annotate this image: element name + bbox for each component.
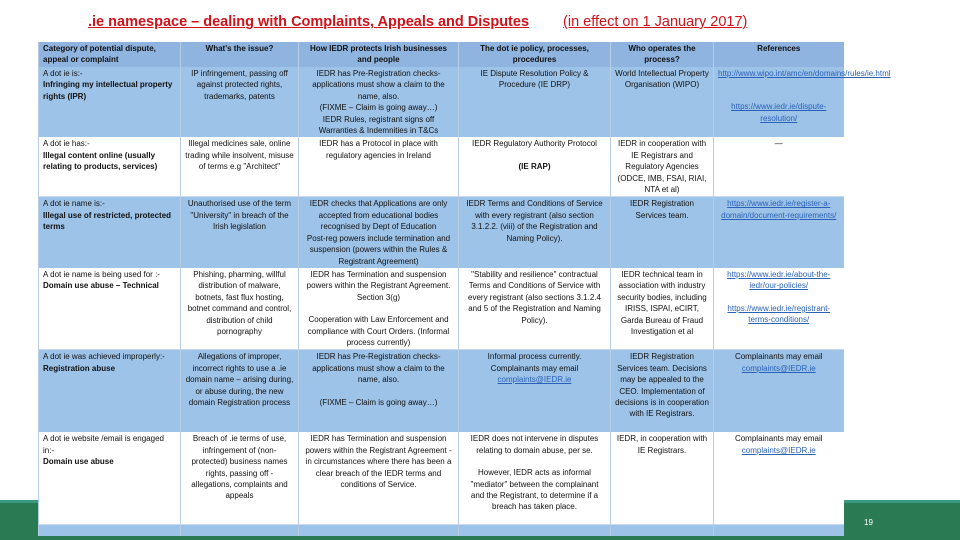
cell-category xyxy=(39,350,181,433)
category-title: Domain use abuse xyxy=(43,457,114,467)
cell-protection xyxy=(299,197,459,268)
cell-text: Cooperation with Law Enforcement and compliance with Court Orders. (Informal process currently) xyxy=(307,315,450,347)
table-row xyxy=(39,67,844,137)
cell-text: Phishing, pharming, willful distribution of malware, botnets, fast flux hosting, botnet command and control, distribution of child pornography xyxy=(187,269,292,336)
cell-policy xyxy=(459,197,611,268)
cell-text: Unauthorised use of the term "University" in breach of the Irish legislation xyxy=(187,199,292,232)
cell-category xyxy=(39,67,181,137)
cell-text: IEDR Terms and Conditions of Service with every registrant (also section 3.1.2.2. (viii) of the Registration and Naming Policy). xyxy=(466,199,603,243)
cell-references xyxy=(714,197,844,268)
cell-text: IEDR has Pre-Registration checks- applications must show a claim to the name, also. xyxy=(312,352,445,385)
table-row xyxy=(39,432,844,525)
cell-text: IEDR Registration Services team. xyxy=(629,199,695,220)
category-title: Illegal use of restricted, protected terms xyxy=(43,210,172,232)
spacer xyxy=(463,456,606,467)
category-title: Infringing my intellectual property rights (IPR) xyxy=(43,80,173,101)
cell-operator xyxy=(611,432,714,525)
slide-title xyxy=(88,14,747,30)
column-header-category: Category of potential dispute, appeal or complaint xyxy=(39,42,181,67)
cell-text: A dot ie name is:- xyxy=(43,199,105,209)
spacer xyxy=(718,79,840,90)
category-title: (IE RAP) xyxy=(518,161,551,171)
cell-operator xyxy=(611,67,714,137)
cell-operator xyxy=(611,197,714,268)
cell-text: A dot ie is:- xyxy=(43,69,83,78)
cell-text: However, IEDR acts as informal "mediator" between the complainant and the Registrant, to determine if a breach has taken place. xyxy=(470,468,599,512)
page-number: 19 xyxy=(864,518,873,527)
cell-category xyxy=(39,432,181,525)
cell-text: IEDR Rules, registrant signs off Warranties & Indemnities in T&Cs xyxy=(318,114,439,136)
cell-protection xyxy=(299,268,459,350)
reference-link[interactable]: complaints@IEDR.ie xyxy=(497,375,572,385)
cell-policy xyxy=(459,137,611,197)
table-empty-row xyxy=(39,525,844,537)
cell-protection xyxy=(299,137,459,197)
cell-operator xyxy=(611,350,714,433)
cell-text: IEDR checks that Applications are only accepted from educational bodies recognised by Dept of Education xyxy=(309,199,448,232)
column-header-policy: The dot ie policy, processes, procedures xyxy=(459,42,611,67)
cell-text: IP infringement, passing off against protected rights, trademarks, patents xyxy=(191,69,288,101)
cell-text: IEDR has a Protocol in place with regulatory agencies in Ireland xyxy=(319,139,438,160)
spacer xyxy=(303,386,454,397)
cell-operator xyxy=(611,137,714,197)
spacer xyxy=(718,90,840,101)
cell-issue xyxy=(181,197,299,268)
cell-category xyxy=(39,268,181,350)
column-header-references: References xyxy=(714,42,844,67)
table-row xyxy=(39,350,844,433)
cell-text: IEDR does not intervene in disputes relating to domain abuse, per se. xyxy=(470,434,599,455)
cell-text: IEDR has Termination and suspension powers within the Registrant Agreement - in circumstances where there has been a clear breach of the IEDR terms and conditions of Service. xyxy=(305,434,452,489)
cell-text: A dot ie was achieved improperly:- xyxy=(43,352,165,362)
cell-text: — xyxy=(774,139,783,149)
cell-text: A dot ie website /email is engaged in:- xyxy=(43,434,164,455)
cell-issue xyxy=(181,432,299,525)
cell-text: IEDR, in cooperation with IE Registrars. xyxy=(616,434,708,455)
cell-text: A dot ie has:- xyxy=(43,139,90,149)
reference-link[interactable]: https://www.iedr.ie/registrant-terms-conditions/ xyxy=(727,303,831,325)
cell-references xyxy=(714,137,844,197)
cell-text: World Intellectual Property Organisation (WIPO) xyxy=(615,69,709,90)
cell-text: IEDR in cooperation with IE Registrars and Regulatory Agencies (ODCE, IMB, FSAI, RIAI, NTA et al) xyxy=(617,139,707,195)
cell-text: Post-reg powers include termination and suspension (powers within the Rules & Registrant Agreement) xyxy=(306,233,451,266)
table-row xyxy=(39,268,844,350)
cell-issue xyxy=(181,137,299,197)
cell-protection xyxy=(299,67,459,137)
cell-text: IEDR Registration Services team. Decisions may be appealed to the CEO. Implementation of decisions is in cooperation with IE Registrars. xyxy=(615,352,709,419)
cell-references xyxy=(714,67,891,137)
title-main: .ie namespace – dealing with Complaints, Appeals and Disputes xyxy=(88,14,530,30)
spacer xyxy=(718,292,840,303)
cell-text: IEDR Regulatory Authority Protocol xyxy=(472,139,597,149)
cell-text: Complainants may email xyxy=(734,352,823,362)
cell-category xyxy=(39,137,181,197)
title-effective-date: (in effect on 1 January 2017) xyxy=(563,14,748,30)
column-header-issue: What's the issue? xyxy=(181,42,299,67)
cell-references xyxy=(714,350,844,433)
cell-text: IE Dispute Resolution Policy & Procedure (IE DRP) xyxy=(480,69,589,90)
cell-policy xyxy=(459,268,611,350)
reference-link[interactable]: http://www.wipo.int/amc/en/domains/rules/ie.html xyxy=(718,69,891,78)
category-title: Domain use abuse – Technical xyxy=(43,281,159,291)
cell-text: (FIXME – Claim is going away…) xyxy=(319,103,438,113)
reference-link[interactable]: https://www.iedr.ie/register-a-domain/document-requirements/ xyxy=(721,199,837,220)
category-title: Illegal content online (usually relating to products, services) xyxy=(43,150,158,172)
cell-category xyxy=(39,197,181,268)
cell-text: IEDR has Pre-Registration checks- applications must show a claim to the name, also. xyxy=(312,69,445,101)
spacer xyxy=(463,150,606,161)
cell-protection xyxy=(299,350,459,433)
reference-link[interactable]: complaints@IEDR.ie xyxy=(741,445,816,455)
category-title: Registration abuse xyxy=(43,363,116,373)
cell-text: (FIXME – Claim is going away…) xyxy=(319,397,438,407)
cell-protection xyxy=(299,432,459,525)
cell-policy xyxy=(459,67,611,137)
cell-text: Illegal medicines sale, online trading while insolvent, misuse of terms e.g "Architect" xyxy=(185,139,294,172)
column-header-protection: How IEDR protects Irish businesses and people xyxy=(299,42,459,67)
table-row xyxy=(39,137,844,197)
table-header-row xyxy=(39,42,844,67)
cell-issue xyxy=(181,268,299,350)
cell-text: IEDR technical team in association with industry security bodies, including IRISS, ISPAI, eCIRT, Garda Bureau of Fraud Investigation et al xyxy=(617,269,707,336)
cell-text: Complainants may email xyxy=(734,434,823,444)
reference-link[interactable]: https://www.iedr.ie/dispute-resolution/ xyxy=(731,102,827,123)
cell-issue xyxy=(181,350,299,433)
cell-text: Allegations of improper, incorrect rights to use a .ie domain name – arising during, or abuse during, the new domain Registration process xyxy=(185,352,294,407)
column-header-operator: Who operates the process? xyxy=(611,42,714,67)
cell-policy xyxy=(459,432,611,525)
table-row xyxy=(39,197,844,268)
cell-text: A dot ie name is being used for :- xyxy=(43,269,160,279)
spacer xyxy=(303,303,454,314)
cell-text: IEDR has Termination and suspension powers within the Registrant Agreement. Section 3(g) xyxy=(306,269,451,302)
cell-operator xyxy=(611,268,714,350)
reference-link[interactable]: complaints@IEDR.ie xyxy=(741,363,816,373)
cell-policy xyxy=(459,350,611,433)
cell-text: Breach of .ie terms of use, infringement of (non-protected) business names rights, passing off - allegations, complaints and appeals xyxy=(191,434,288,501)
cell-text: "Stability and resilience" contractual Terms and Conditions of Service with every registrant (also sections 3.1.2.4 and 5 of the Registration and Naming Policy). xyxy=(468,269,601,325)
cell-issue xyxy=(181,67,299,137)
cell-references xyxy=(714,268,844,350)
cell-references xyxy=(714,432,844,525)
cell-text: Informal process currently. Complainants may email xyxy=(487,352,582,373)
reference-link[interactable]: https://www.iedr.ie/about-the-iedr/our-policies/ xyxy=(727,269,831,291)
